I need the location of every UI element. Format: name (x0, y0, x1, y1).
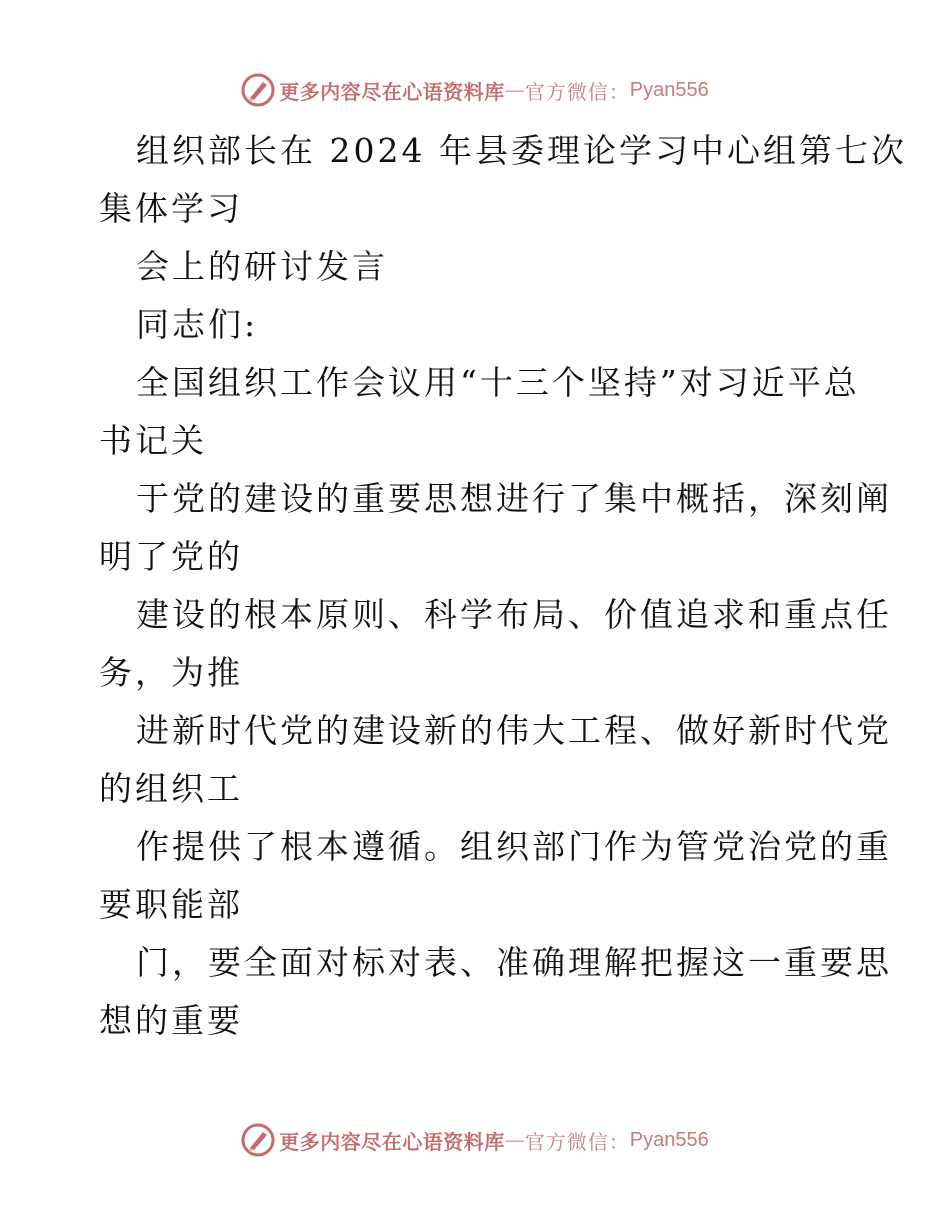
header-watermark (0, 72, 950, 108)
watermark-separator: — (504, 78, 525, 102)
text-line: 的组织工 (99, 769, 243, 808)
text-line: 集体学习 (99, 189, 243, 228)
watermark-wechat-id: Pyan556 (629, 1128, 709, 1151)
watermark-wechat-id: Pyan556 (629, 78, 709, 101)
document-body (99, 122, 907, 1050)
text-line: 想的重要 (99, 1001, 243, 1040)
pen-logo-icon (241, 73, 275, 107)
text-line: 作提供了根本遵循。组织部门作为管党治党的重 (136, 827, 892, 866)
text-line: 务，为推 (99, 653, 243, 692)
watermark-wechat-label: 官方微信： (524, 1129, 630, 1154)
watermark-wechat-label: 官方微信： (524, 79, 630, 104)
watermark-separator: — (504, 1128, 525, 1152)
pen-logo-icon (241, 1123, 275, 1157)
text-line: 门，要全面对标对表、准确理解把握这一重要思 (136, 943, 892, 982)
watermark-brand: 更多内容尽在心语资料库 (279, 79, 505, 104)
text-line: 进新时代党的建设新的伟大工程、做好新时代党 (136, 711, 892, 750)
text-line: 组织部长在 2024 年县委理论学习中心组第七次 (136, 131, 907, 170)
text-line: 同志们: (136, 305, 259, 344)
text-line: 全国组织工作会议用“十三个坚持”对习近平总 (136, 363, 860, 402)
text-line: 要职能部 (99, 885, 243, 924)
text-line: 建设的根本原则、科学布局、价值追求和重点任 (136, 595, 892, 634)
text-line: 明了党的 (99, 537, 243, 576)
text-line: 书记关 (99, 421, 207, 460)
watermark-brand: 更多内容尽在心语资料库 (279, 1129, 505, 1154)
text-line: 于党的建设的重要思想进行了集中概括，深刻阐 (136, 479, 892, 518)
footer-watermark (0, 1122, 950, 1158)
text-line: 会上的研讨发言 (136, 247, 388, 286)
